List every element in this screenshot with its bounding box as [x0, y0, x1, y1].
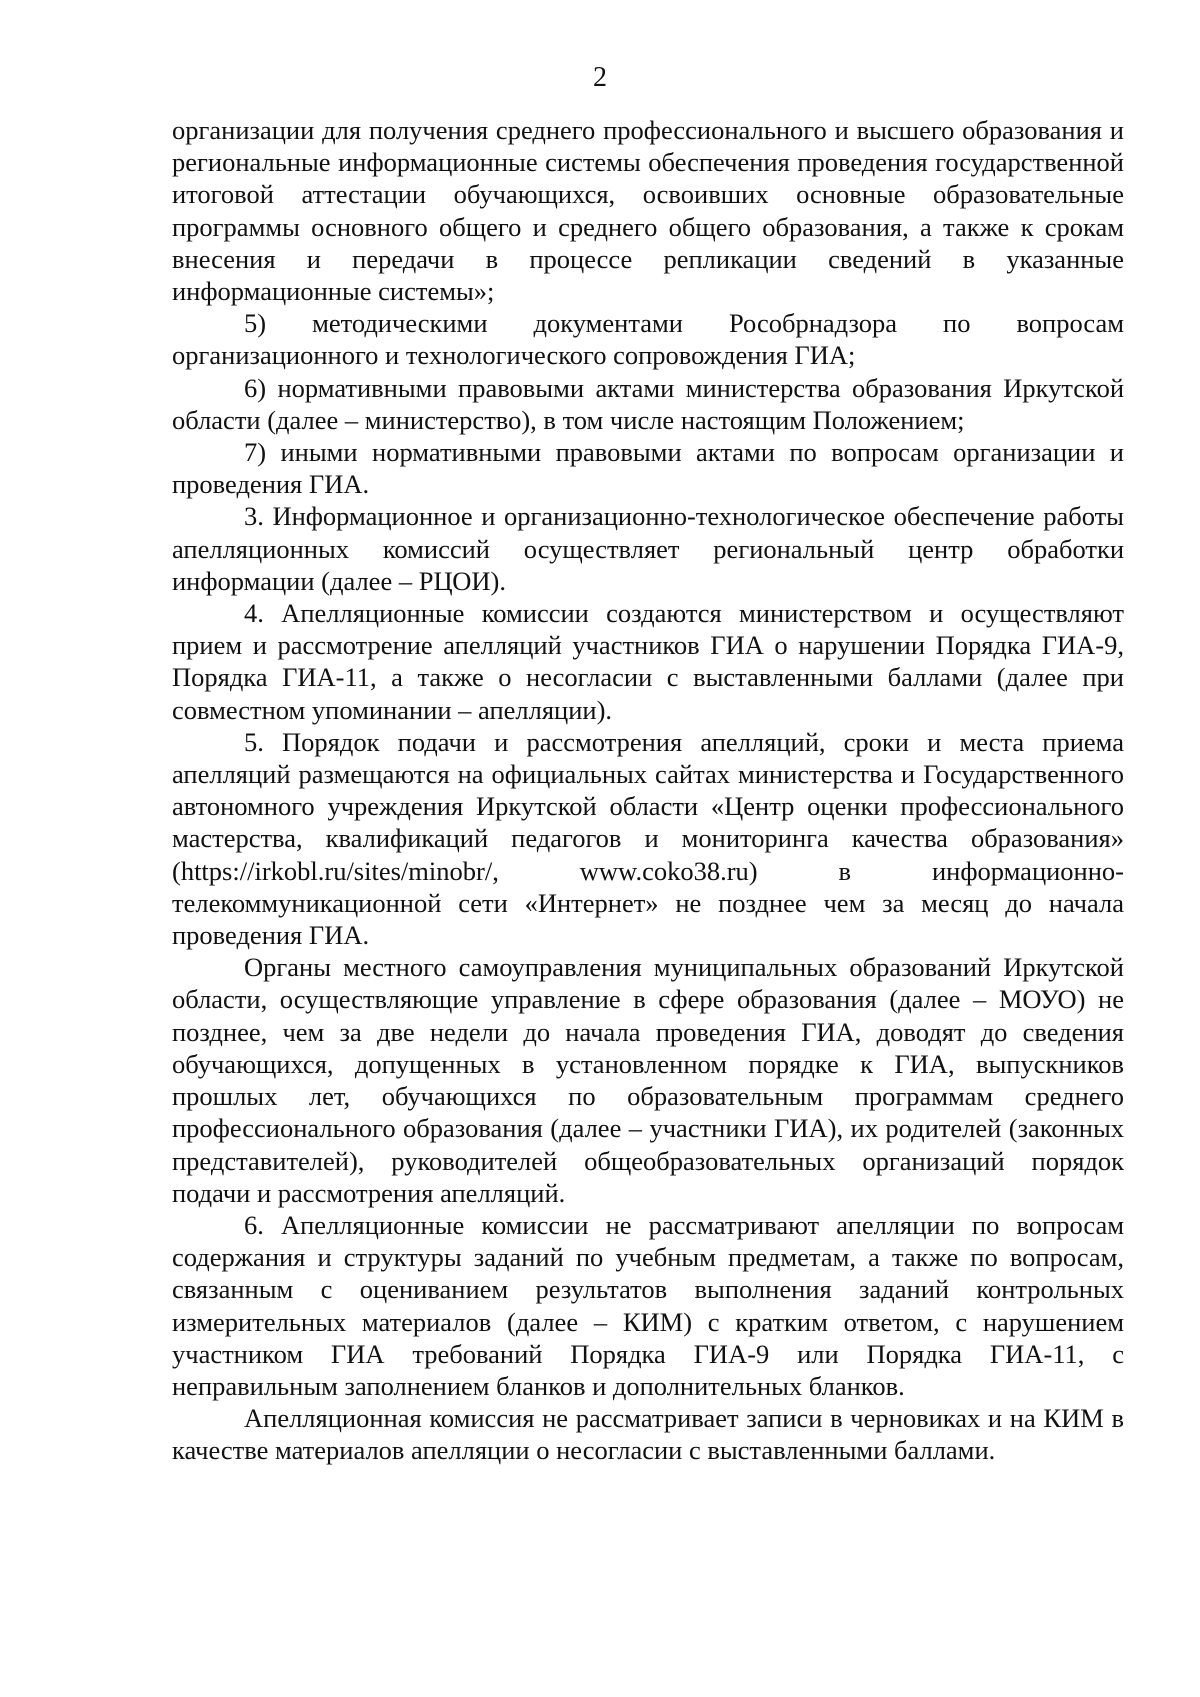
paragraph-drafts-note: Апелляционная комиссия не рассматривает записи в черновиках и на КИМ в качестве материалов апелляции о несогласии с выставленными баллами. — [172, 1403, 1124, 1466]
paragraph-local-authorities: Органы местного самоуправления муниципальных образований Иркутской области, осуществляющие управление в сфере образования (далее – МОУО) не позднее, чем за две недели до начала проведения ГИА, доводят до сведения обучающихся, допущенных в установленном порядке к ГИА, выпускников прошлых лет, обучающихся по образовательным программам среднего профессионального образования (далее – участники ГИА), их родителей (законных представителей), руководителей общеобразовательных организаций порядок подачи и рассмотрения апелляций. — [172, 952, 1124, 1208]
page-number: 2 — [593, 62, 607, 93]
paragraph-clause-4: 4. Апелляционные комиссии создаются министерством и осуществляют прием и рассмотрение апелляций участников ГИА о нарушении Порядка ГИА-9, Порядка ГИА-11, а также о несогласии с выставленными баллами (далее при совместном упоминании – апелляции). — [172, 598, 1124, 725]
document-body — [172, 114, 1124, 1467]
paragraph-item-6: 6) нормативными правовыми актами министерства образования Иркутской области (далее – министерство), в том числе настоящим Положением; — [172, 372, 1124, 435]
paragraph-clause-3: 3. Информационное и организационно-технологическое обеспечение работы апелляционных комиссий осуществляет региональный центр обработки информации (далее – РЦОИ). — [172, 501, 1124, 596]
paragraph-clause-5: 5. Порядок подачи и рассмотрения апелляций, сроки и места приема апелляций размещаются на официальных сайтах министерства и Государственного автономного учреждения Иркутской области «Центр оценки профессионального мастерства, квалификаций педагогов и мониторинга качества образования» (https://irkobl.ru/sites/minobr/, www.coko38.ru) в информационно-телекоммуникационной сети «Интернет» не позднее чем за месяц до начала проведения ГИА. — [172, 726, 1124, 951]
paragraph-item-5: 5) методическими документами Рособрнадзора по вопросам организационного и технологического сопровождения ГИА; — [172, 308, 1124, 371]
paragraph-item-7: 7) иными нормативными правовыми актами по вопросам организации и проведения ГИА. — [172, 437, 1124, 500]
paragraph-clause-6: 6. Апелляционные комиссии не рассматривают апелляции по вопросам содержания и структуры заданий по учебным предметам, а также по вопросам, связанным с оцениванием результатов выполнения заданий контрольных измерительных материалов (далее – КИМ) с кратким ответом, с нарушением участником ГИА требований Порядка ГИА-9 или Порядка ГИА-11, с неправильным заполнением бланков и дополнительных бланков. — [172, 1209, 1124, 1401]
paragraph-continuation: организации для получения среднего профессионального и высшего образования и региональные информационные системы обеспечения проведения государственной итоговой аттестации обучающихся, освоивших основные образовательные программы основного общего и среднего общего образования, а также к срокам внесения и передачи в процессе репликации сведений в указанные информационные системы»; — [172, 115, 1124, 307]
